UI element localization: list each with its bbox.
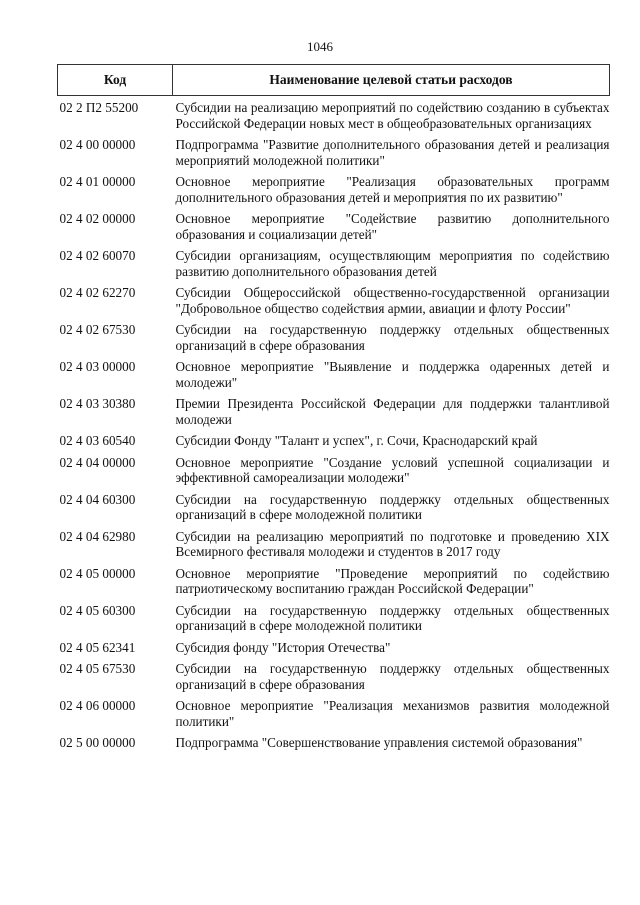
target-item-code: 02 4 05 60300	[59, 602, 136, 618]
target-item-name: Субсидии на государственную поддержку отдельных общественных организаций в сфере образования	[175, 661, 610, 692]
target-item-code: 02 4 02 60070	[59, 248, 136, 263]
target-item-code: 02 4 02 67530	[59, 322, 136, 337]
target-item-name: Субсидии на государственную поддержку отдельных общественных организаций в сфере образования	[175, 322, 610, 353]
target-item-code: 02 4 02 00000	[59, 211, 136, 226]
table-row	[58, 137, 610, 174]
target-item-name: Премии Президента Российской Федерации для поддержки талантливой молодежи	[175, 396, 610, 427]
target-item-name: Субсидии на государственную поддержку отдельных общественных организаций в сфере молодежной политики	[175, 602, 610, 633]
target-item-name: Основное мероприятие "Выявление и поддержка одаренных детей и молодежи"	[175, 359, 610, 390]
target-item-name: Субсидия фонду "История Отечества"	[175, 639, 391, 655]
target-item-code: 02 4 06 00000	[59, 698, 136, 713]
target-item-name: Основное мероприятие "Создание условий успешной социализации и эффективной самореализации молодежи"	[175, 454, 610, 485]
table-header-row	[58, 65, 610, 96]
target-item-code: 02 2 П2 55200	[59, 100, 139, 115]
table-row	[58, 248, 610, 285]
target-item-code: 02 4 00 00000	[59, 137, 136, 152]
column-header-name: Наименование целевой статьи расходов	[173, 65, 610, 96]
target-item-code: 02 4 01 00000	[59, 174, 136, 189]
target-item-code: 02 4 03 60540	[59, 433, 136, 448]
column-header-code: Код	[58, 65, 173, 96]
target-item-name: Основное мероприятие "Содействие развитию дополнительного образования и социализации детей"	[175, 211, 610, 242]
target-item-name: Подпрограмма "Развитие дополнительного образования детей и реализация мероприятий молодежной политики"	[175, 137, 610, 168]
target-item-code: 02 4 05 00000	[59, 565, 136, 581]
target-item-code: 02 4 03 30380	[59, 396, 136, 411]
target-item-name: Субсидии организациям, осуществляющим мероприятия по содействию развитию дополнительного образования детей	[175, 248, 610, 279]
table-row	[58, 285, 610, 322]
table-row	[58, 359, 610, 396]
target-item-name: Субсидии на государственную поддержку отдельных общественных организаций в сфере молодежной политики	[175, 491, 610, 522]
table-row	[58, 603, 610, 640]
target-item-code: 02 4 05 62341	[59, 639, 136, 655]
target-item-code: 02 4 03 00000	[59, 359, 136, 374]
target-item-name: Основное мероприятие "Реализация механизмов развития молодежной политики"	[175, 698, 610, 729]
table-row	[58, 661, 610, 698]
table-row	[58, 492, 610, 529]
target-item-code: 02 4 04 62980	[59, 528, 136, 544]
target-item-code: 02 4 05 67530	[59, 661, 136, 676]
table-row	[58, 455, 610, 492]
page-number: 1046	[307, 39, 333, 54]
table-row	[58, 529, 610, 566]
table-row	[58, 698, 610, 735]
target-item-code: 02 5 00 00000	[59, 735, 136, 750]
table-row	[58, 735, 610, 757]
table-row	[58, 96, 610, 138]
table-row	[58, 211, 610, 248]
table-row	[58, 322, 610, 359]
expense-items-table	[57, 64, 610, 757]
target-item-name: Субсидии на реализацию мероприятий по подготовке и проведению XIX Всемирного фестиваля молодежи и студентов в 2017 году	[175, 528, 610, 559]
table-row	[58, 640, 610, 662]
target-item-name: Субсидии на реализацию мероприятий по содействию созданию в субъектах Российской Федерации новых мест в общеобразовательных организациях	[175, 100, 610, 131]
table-row	[58, 174, 610, 211]
table-row	[58, 396, 610, 433]
table-row	[58, 433, 610, 455]
target-item-name: Субсидии Общероссийской общественно-государственной организации "Добровольное общество содействия армии, авиации и флоту России"	[175, 285, 610, 316]
target-item-code: 02 4 02 62270	[59, 285, 136, 300]
target-item-name: Подпрограмма "Совершенствование управления системой образования"	[175, 735, 583, 750]
target-item-code: 02 4 04 00000	[59, 454, 136, 470]
target-item-code: 02 4 04 60300	[59, 491, 136, 507]
target-item-name: Основное мероприятие "Реализация образовательных программ дополнительного образования детей и мероприятия по их развитию"	[175, 174, 610, 205]
target-item-name: Субсидии Фонду "Талант и успех", г. Сочи, Краснодарский край	[175, 433, 538, 448]
target-item-name: Основное мероприятие "Проведение мероприятий по содействию патриотическому воспитанию граждан Российской Федерации"	[175, 565, 610, 596]
table-row	[58, 566, 610, 603]
